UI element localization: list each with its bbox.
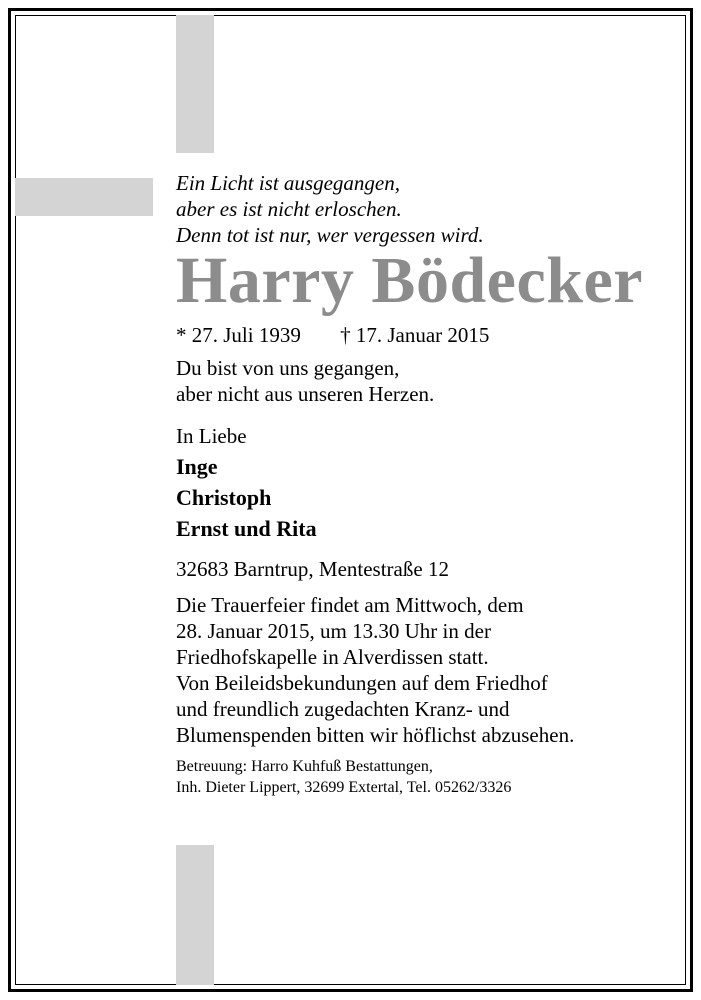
mourners-intro: In Liebe — [176, 424, 247, 448]
mourners-list — [176, 451, 681, 544]
quote-line: aber es ist nicht erloschen. — [176, 197, 402, 221]
notice-line: Die Trauerfeier findet am Mittwoch, dem — [176, 593, 524, 617]
notice-line: und freundlich zugedachten Kranz- und — [176, 697, 510, 721]
notice-line: Von Beileidsbekundungen auf dem Friedhof — [176, 671, 548, 695]
cross-arm-bar — [15, 178, 153, 216]
undertaker-line: Betreuung: Harro Kuhfuß Bestattungen, — [176, 758, 433, 775]
farewell-text — [176, 355, 681, 407]
mourner-name: Inge — [176, 454, 218, 479]
life-dates — [176, 322, 681, 348]
birth-date: * 27. Juli 1939 — [176, 323, 301, 347]
death-date: † 17. Januar 2015 — [340, 323, 490, 347]
farewell-line: Du bist von uns gegangen, — [176, 356, 400, 380]
mourner-name: Christoph — [176, 485, 272, 510]
notice-line: 28. Januar 2015, um 13.30 Uhr in der — [176, 619, 491, 643]
cross-top-bar — [176, 15, 214, 153]
quote-line: Ein Licht ist ausgegangen, — [176, 171, 400, 195]
deceased-name: Harry Bödecker — [176, 244, 644, 317]
quote-line: Denn tot ist nur, wer vergessen wird. — [176, 223, 484, 247]
undertaker-line: Inh. Dieter Lippert, 32699 Extertal, Tel. 05262/3326 — [176, 779, 512, 796]
cross-bottom-bar — [176, 845, 214, 985]
funeral-notice — [176, 592, 681, 748]
farewell-line: aber nicht aus unseren Herzen. — [176, 382, 435, 406]
notice-line: Friedhofskapelle in Alverdissen statt. — [176, 645, 489, 669]
mourner-name: Ernst und Rita — [176, 516, 317, 541]
notice-line: Blumenspenden bitten wir höflichst abzusehen. — [176, 723, 575, 747]
obituary-content — [176, 170, 681, 798]
family-address: 32683 Barntrup, Mentestraße 12 — [176, 557, 449, 581]
memorial-quote — [176, 170, 681, 248]
undertaker-info — [176, 756, 681, 798]
